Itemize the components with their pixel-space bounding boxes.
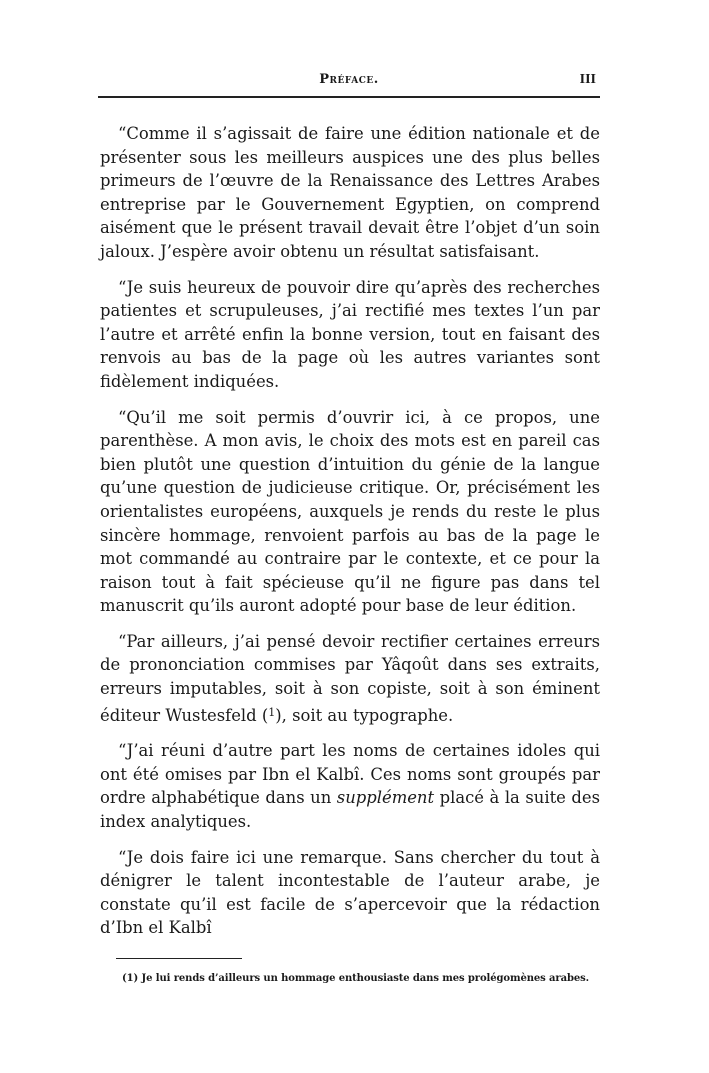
footnote-rule: [116, 958, 242, 959]
footnote-reference: 1: [268, 705, 276, 719]
paragraph-text: “J’ai réuni d’autre part les noms de certaines idoles qui ont été omises par Ibn el Kalbî. Ces noms sont groupés par ordre alphabétique dans un: [100, 741, 600, 808]
running-title: Préface.: [319, 72, 379, 87]
page-number: III: [579, 72, 596, 87]
header-rule: [98, 96, 600, 98]
paragraph: [100, 739, 600, 833]
paragraph: “Je suis heureux de pouvoir dire qu’après des recherches patientes et scrupuleuses, j’ai rectifié mes textes l’un par l’autre et arrêté enfin la bonne version, tout en faisant des renvois au bas de la page où les autres variantes sont fidèlement indiquées.: [100, 277, 600, 391]
paragraph-text: placé à la suite des index analytiques.: [100, 788, 600, 832]
paragraph: “Comme il s’agissait de faire une édition nationale et de présenter sous les meilleurs auspices une des plus belles primeurs de l’œuvre de la Renaissance des Lettres Arabes entreprise par le Gouvernement Egyptien, on comprend aisément que le présent travail devait être l’objet d’un soin jaloux. J’espère avoir obtenu un résultat satisfaisant.: [100, 124, 600, 261]
paragraph: “Qu’il me soit permis d’ouvrir ici, à ce propos, une parenthèse. A mon avis, le choix des mots est en pareil cas bien plutôt une question d’intuition du génie de la langue qu’une question de judicieuse critique. Or, précisément les orientalistes européens, auxquels je rends du reste le plus sincère hommage, renvoient parfois au bas de la page le mot commandé au contraire par le contexte, et ce pour la raison tout à fait spécieuse qu’il ne figure pas dans tel manuscrit qu’ils auront adopté pour base de leur édition.: [100, 407, 600, 616]
footnote: (1) Je lui rends d’ailleurs un hommage enthousiaste dans mes prolégomènes arabes.: [122, 973, 590, 984]
body-text: [100, 122, 600, 940]
paragraph-text: ), soit au typographe.: [275, 705, 454, 725]
paragraph: “Je dois faire ici une remarque. Sans chercher du tout à dénigrer le talent incontestable de l’auteur arabe, je constate qu’il est facile de s’apercevoir que la rédaction d’Ibn el Kalbî: [100, 847, 600, 938]
emphasized-word: supplément: [336, 788, 435, 808]
paragraph: [100, 630, 600, 727]
paragraph-text: “Par ailleurs, j’ai pensé devoir rectifier certaines erreurs de prononciation commises par Yâqoût dans ses extraits, erreurs imputables, soit à son copiste, soit à son éminent éditeur Wustesfeld (: [100, 631, 600, 725]
running-header: [98, 72, 600, 98]
